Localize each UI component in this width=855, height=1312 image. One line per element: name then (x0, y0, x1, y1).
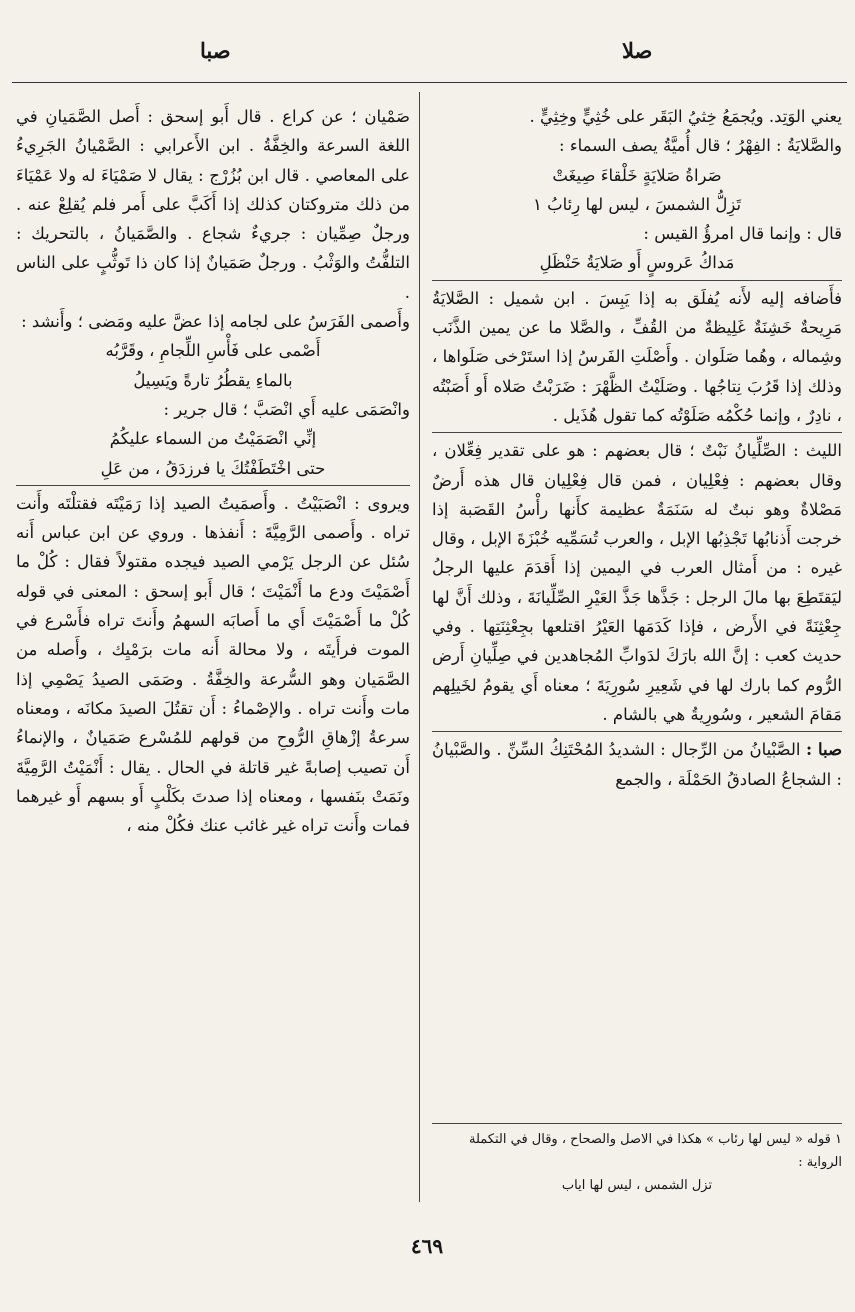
entry-paragraph: ويروى : انْصَبَيْتُ . وأَصمَيتُ الصيد إذا رَمَيْتَه فقتلْتَه وأَنت تراه . وأَصمى الرَّمِيَّةَ : أَنفذها . وروي عن ابن عباس أَنه سُئل عن الرجل يَرْمي الصيد فيجده مقتولاً فقال : كُلْ ما أَصْمَيْتَ ودع ما أَنْمَيْتَ ؛ قال أَبو إسحق : المعنى في قوله كُلْ ما أَصْمَيْتَ أَي ما أَصابَه السهمُ وأَنتَ تراه فأَسْرع في الموت فرأَيتَه ، ولا محالة أَنه مات برَمْيِك ، وأَصله من الصَّمَيان وهو السُّرعة والخِفَّةُ . وصَمَى الصيدُ يَصْمِي إذا مات وأَنت تراه . والإصْماءُ : أَن تقتُلَ الصيدَ مكانَه ، ومعناه سرعةُ إزْهاقِ الرُّوحِ من قولهم للمُسْرع صَمَيانٌ ، والإنماءُ أَن تصيب إصابةً غير قاتلة في الحال . يقال : أَنْمَيْتُ الرَّمِيَّةَ ونَمَتْ بنَفسها ، ومعناه إذا صدتَ بكَلْبٍ أَو بسهم أَو غيرهما فمات وأَنت تراه غير غائب عنك فكُلْ منه ، (16, 493, 410, 836)
text-line: قال : وإنما قال امرؤُ القيس : (643, 224, 842, 244)
entry-paragraph (432, 735, 842, 794)
text-line: وأَصمى الفَرَسُ على لجامه إذا عضَّ عليه ومَضى ؛ وأَنشد : (21, 312, 410, 332)
footnote-verse: تزل الشمس ، ليس لها اياب (561, 1178, 713, 1193)
verse-line: إنِّي انْصَمَيْتُ من السماء عليكُمُ (109, 429, 317, 449)
text-line: يعني الوَتِد. ويُجمَعُ خِثيُ البَقَر على خُثِيٍّ وخِثِيٍّ . (529, 107, 842, 126)
entry-paragraph: الليث : الصِّلِّيانُ نَبْتٌ ؛ قال بعضهم : هو على تقدير فِعِّلان ، وقال بعضهم : فِعْلِيان ، فمن قال فِعْلِيان قال هذه أَرضٌ مَصْلاةٌ وهو نبتٌ له سَنَمَةٌ عظيمة كأَنها رأْسُ القَصَبة إذا خرجت أَذنابُها تَجْذِبُها الإبل ، والعرب تُسَمِّيه خُبْزَةَ الإبل ، وقال غيره : من أَمثال العرب في اليمين إذا أَقدَمَ عليها الرجلُ ليَقتَطِعَ بها مالَ الرجل : جَذَّها جَذَّ العَيْرِ الصِّلِّيانَةَ ، وذلك أَنَّ لها جِعْثِنَةً في الأَرض ، فإذا كَدَمَها العَيْرُ اقتلعها بجِعْثِنَتِها . وفي حديث كعب : إنَّ الله بارَكَ لدَوابِّ المُجاهدين في صِلِّيانِ أَرض الرُّوم كما بارك لها في شَعِيرِ سُورِيَةَ ؛ معناه أَي يقومُ لخَيلِهم مَقامَ الشعير ، وسُورِيةُ هي بالشام . (432, 436, 842, 732)
entry-paragraph: صَمْيان ؛ عن كراع . قال أَبو إسحق : أَصل الصَّمَيانِ في اللغة السرعة والخِفَّةُ . ابن الأَعرابي : الصَّمْيانُ الجَرِيءُ على المعاصي . قال ابن بُزُرْج : يقال لا صَمْيَاءَ له ولا عَمْيَاءَ من ذلك متروكتان كذلك إذا أَكَبَّ على أَمر فلم يُقلِعْ عنه . ورجلٌ صِمِّيان : جريءٌ شجاع . والصَّمَيانُ ، بالتحريك : التلفُّتُ والوَثْبُ . ورجلٌ صَمَيانٌ إذا كان ذا تَوثُّبٍ على الناس . (16, 107, 410, 302)
left-column (16, 102, 410, 840)
right-header-word: صلا (622, 38, 653, 63)
text-line: وانْصَمَى عليه أَي انْصَبَّ ؛ قال جرير : (163, 399, 410, 419)
left-header-word: صبا (200, 38, 231, 63)
entry-paragraph: فأَضافه إليه لأَنه يُفلَق به إذا يَبِسَ . ابن شميل : الصَّلايَةُ مَرِيحةٌ خَشِنَةٌ غَلِيظةٌ من القُفِّ ، والصَّلا ما عن يمين الذَّنَب وشِماله ، وهُما صَلَوان . وأَصْلَتِ الفَرسُ إذا استَرْخى صَلَواها ، وذلك إذا قَرُبَ نِتاجُها . وصَلَيْتُ الظَّهْرَ : ضَرَبْتُ صَلاه أَو أَصَبْتُه ، نادِرٌ ، وإنما حُكْمُه صَلَوْتُه كما تقول هُذَيل . (432, 284, 842, 433)
text-line: والصَّلايَةُ : الفِهْرُ ؛ قال أُميَّةُ يصف السماء : (559, 136, 842, 156)
headword-definition: الصَّبْيانُ من الرِّجال : الشديدُ المُحْتَنِكُ السِّنِّ . والصَّبْيانُ : الشجاعُ الصادقُ الحَمْلَة ، والجمع (432, 740, 842, 789)
right-column (432, 102, 842, 794)
verse-line: بالماءِ يقطُرُ تارةً ويَسِيلُ (133, 370, 293, 390)
verse-line: حتى اخْتَطَفْتُكَ يا فرزدَقُ ، من عَلِ (16, 454, 410, 486)
verse-line: أَصْمى على فَأْسِ اللِّجامِ ، وقَرَّبُه (105, 341, 321, 361)
header-rule (12, 82, 847, 83)
page-number: ٤٦٩ (410, 1234, 444, 1258)
verse-line: مَداكُ عَروسٍ أَو صَلايَةُ حَنْظَلِ (432, 248, 842, 280)
headword: صبا : (805, 740, 842, 760)
footnote-line: ١ قوله « ليس لها رئاب » هكذا في الاصل والصحاح ، وقال في التكملة الرواية : (469, 1132, 842, 1170)
verse-line: صَراةُ صَلايَةٍ خَلْقاءَ صِيغَتْ (552, 165, 722, 185)
footnotes (432, 1123, 842, 1197)
verse-line: تَزِلُّ الشمسَ ، ليس لها رِئابُ ١ (532, 194, 742, 214)
column-divider (419, 92, 420, 1202)
